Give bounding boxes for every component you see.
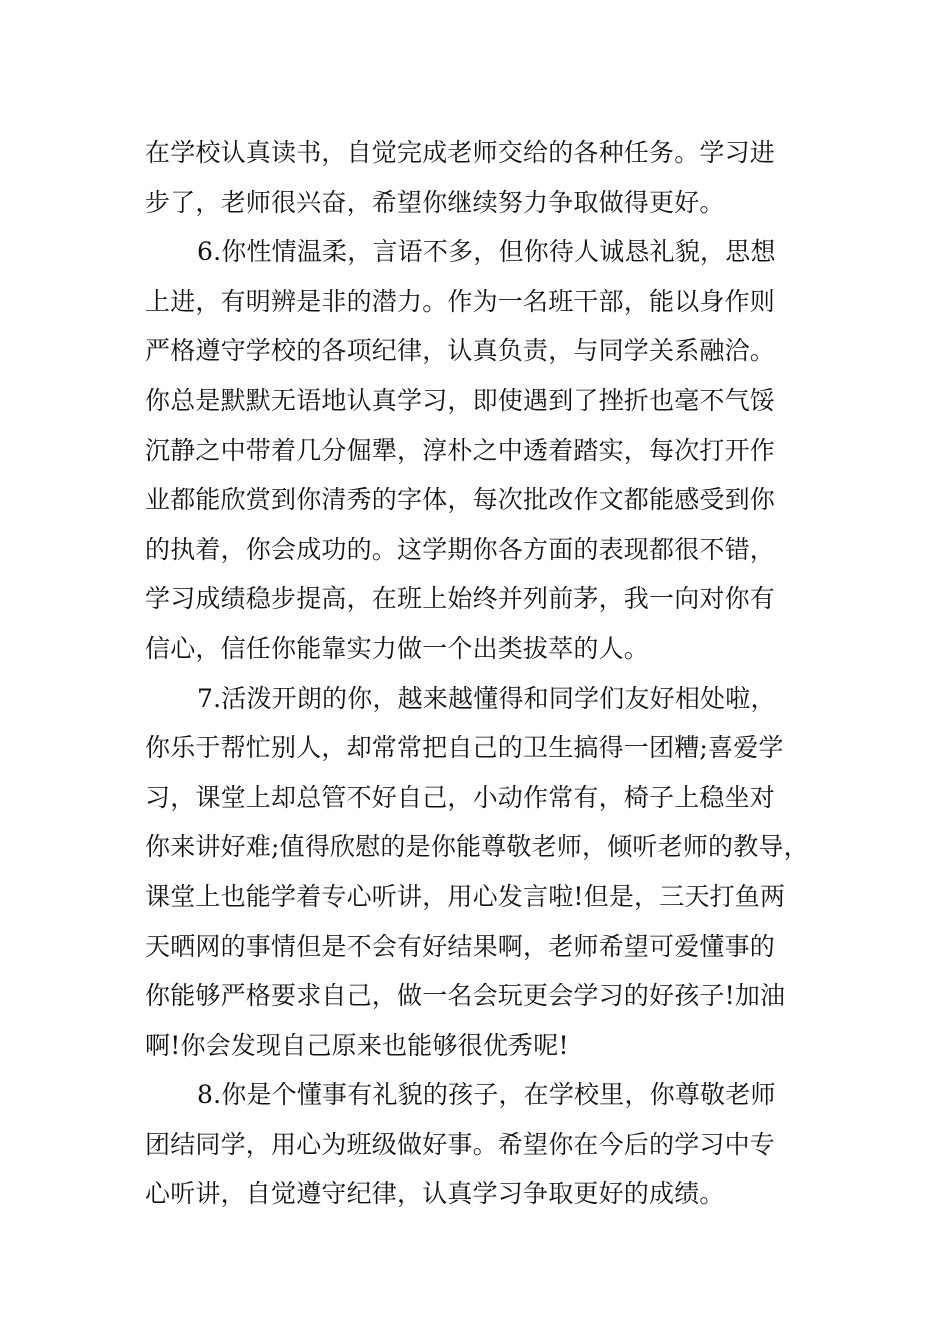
text-line: 心听讲，自觉遵守纪律，认真学习争取更好的成绩。 bbox=[145, 1179, 725, 1209]
text-line: 习，课堂上却总管不好自己，小动作常有，椅子上稳坐对 bbox=[145, 782, 776, 812]
text-line: 严格遵守学校的各项纪律，认真负责，与同学关系融洽。 bbox=[145, 336, 776, 366]
text-line: 啊!你会发现自己原来也能够很优秀呢! bbox=[145, 1030, 569, 1060]
text-line: 步了，老师很兴奋，希望你继续努力争取做得更好。 bbox=[145, 187, 725, 217]
document-body bbox=[145, 128, 810, 1219]
text-line: 你乐于帮忙别人，却常常把自己的卫生搞得一团糟;喜爱学 bbox=[145, 733, 784, 763]
text-line: 你能够严格要求自己，做一名会玩更会学习的好孩子!加油 bbox=[145, 981, 786, 1011]
text-line: 天晒网的事情但是不会有好结果啊，老师希望可爱懂事的 bbox=[145, 931, 776, 961]
paragraph-8-start: 8.你是个懂事有礼貌的孩子，在学校里，你尊敬老师 bbox=[197, 1080, 776, 1110]
text-line: 学习成绩稳步提高，在班上始终并列前茅，我一向对你有 bbox=[145, 584, 776, 614]
text-line: 在学校认真读书，自觉完成老师交给的各种任务。学习进 bbox=[145, 138, 776, 167]
paragraph-7-start: 7.活泼开朗的你，越来越懂得和同学们友好相处啦， bbox=[197, 683, 776, 713]
text-line: 课堂上也能学着专心听讲，用心发言啦!但是，三天打鱼两 bbox=[145, 881, 786, 911]
paragraph-6-start: 6.你性情温柔，言语不多，但你待人诚恳礼貌，思想 bbox=[197, 237, 776, 267]
text-line: 的执着，你会成功的。这学期你各方面的表现都很不错， bbox=[145, 534, 776, 564]
text-line: 沉静之中带着几分倔犟，淳朴之中透着踏实，每次打开作 bbox=[145, 435, 776, 465]
text-line: 你总是默默无语地认真学习，即使遇到了挫折也毫不气馁 bbox=[145, 385, 776, 415]
text-line: 团结同学，用心为班级做好事。希望你在今后的学习中专 bbox=[145, 1129, 776, 1159]
text-line: 业都能欣赏到你清秀的字体，每次批改作文都能感受到你 bbox=[145, 485, 776, 515]
text-line: 信心，信任你能靠实力做一个出类拔萃的人。 bbox=[145, 633, 650, 663]
text-line: 上进，有明辨是非的潜力。作为一名班干部，能以身作则 bbox=[145, 286, 776, 316]
text-line: 你来讲好难;值得欣慰的是你能尊敬老师，倾听老师的教导， bbox=[145, 832, 809, 862]
